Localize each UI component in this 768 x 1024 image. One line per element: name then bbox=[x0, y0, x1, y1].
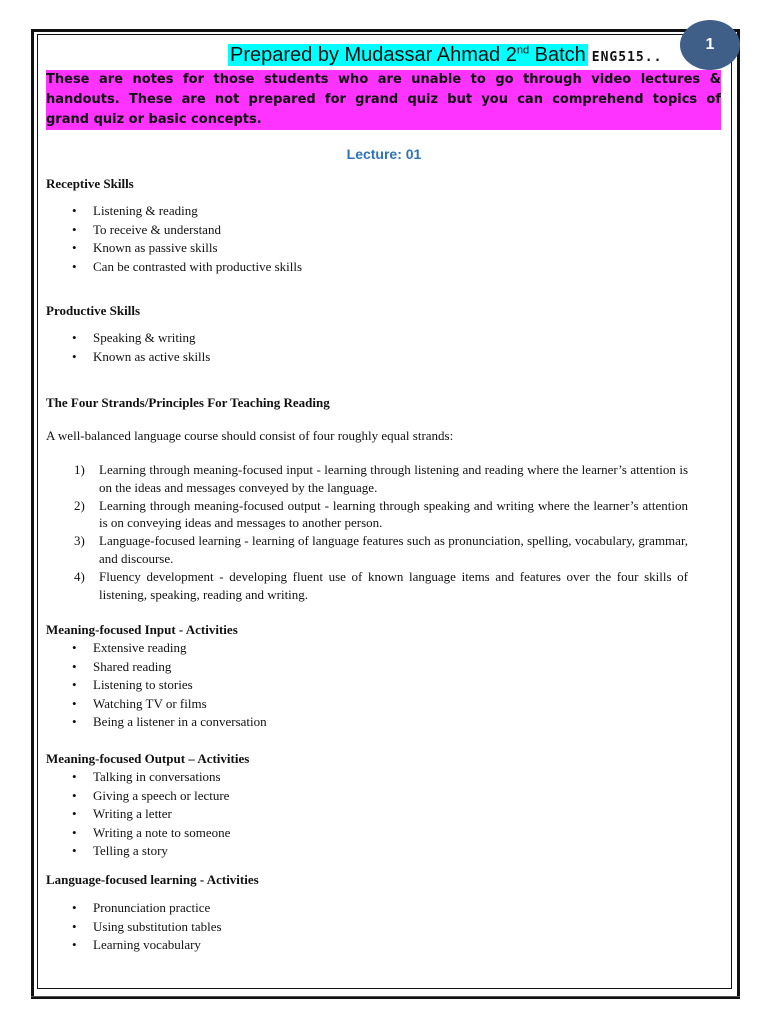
list-item: • Writing a letter bbox=[46, 805, 230, 824]
language-activities-heading: Language-focused learning - Activities bbox=[46, 872, 259, 887]
item-text: Learning through meaning-focused output - learning through speaking and writing where the learner’s attention is on conveying ideas and messages to another person. bbox=[99, 497, 688, 531]
list-item: • Giving a speech or lecture bbox=[46, 787, 230, 806]
item-number: 1) bbox=[74, 462, 85, 477]
notice-line: handouts. These are not prepared for grand quiz but you can comprehend topics of bbox=[46, 92, 721, 107]
list-item: • Using substitution tables bbox=[46, 918, 222, 937]
list-item: • Known as passive skills bbox=[46, 239, 302, 258]
receptive-skills-list bbox=[46, 202, 302, 276]
list-item: • Telling a story bbox=[46, 842, 230, 861]
item-number: 4) bbox=[74, 569, 85, 585]
input-activities-list bbox=[46, 639, 267, 732]
list-item: • To receive & understand bbox=[46, 221, 302, 240]
page-number-badge: 1 bbox=[680, 20, 740, 70]
list-item: • Being a listener in a conversation bbox=[46, 713, 267, 732]
list-item: • Listening to stories bbox=[46, 676, 267, 695]
notice-line: These are notes for those students who are unable to go through video lectures & bbox=[46, 72, 721, 87]
page-header bbox=[228, 44, 708, 67]
item-number: 3) bbox=[74, 533, 85, 549]
language-activities-list bbox=[46, 899, 222, 955]
list-item bbox=[46, 461, 688, 496]
productive-skills-heading: Productive Skills bbox=[46, 303, 141, 318]
list-item: • Shared reading bbox=[46, 658, 267, 677]
list-item: • Listening & reading bbox=[46, 202, 302, 221]
notice-banner bbox=[46, 70, 721, 130]
list-item: • Can be contrasted with productive skills bbox=[46, 258, 302, 277]
output-activities-heading: Meaning-focused Output – Activities bbox=[46, 751, 250, 766]
item-text: Learning through meaning-focused input - learning through listening and reading where the learner’s attention is on the ideas and messages conveyed by the language. bbox=[99, 462, 688, 495]
output-activities-list bbox=[46, 768, 230, 861]
four-strands-list bbox=[46, 461, 688, 604]
four-strands-heading: The Four Strands/Principles For Teaching Reading bbox=[46, 395, 330, 410]
notice-line: grand quiz or basic concepts. bbox=[46, 112, 262, 127]
header-title-main: Prepared by Mudassar Ahmad 2 bbox=[230, 44, 517, 66]
lecture-title: Lecture: 01 bbox=[346, 146, 422, 162]
list-item: • Talking in conversations bbox=[46, 768, 230, 787]
list-item: • Known as active skills bbox=[46, 348, 210, 367]
list-item bbox=[46, 568, 688, 603]
list-item bbox=[46, 532, 688, 567]
list-item: • Watching TV or films bbox=[46, 695, 267, 714]
list-item: • Speaking & writing bbox=[46, 329, 210, 348]
item-text: Fluency development - developing fluent use of known language items and features over the four skills of listening, speaking, reading and writing. bbox=[99, 569, 688, 602]
bottom-rule bbox=[31, 996, 740, 997]
header-title-tail: Batch bbox=[529, 44, 586, 66]
course-code: ENG515.. bbox=[591, 50, 663, 65]
list-item: • Pronunciation practice bbox=[46, 899, 222, 918]
header-title-sup: nd bbox=[516, 44, 530, 57]
header-title bbox=[228, 44, 588, 66]
list-item: • Extensive reading bbox=[46, 639, 267, 658]
receptive-skills-heading: Receptive Skills bbox=[46, 176, 134, 191]
item-text: Language-focused learning - learning of language features such as pronunciation, spelling, vocabulary, grammar, and discourse. bbox=[99, 533, 688, 566]
list-item: • Writing a note to someone bbox=[46, 824, 230, 843]
list-item bbox=[46, 497, 688, 532]
input-activities-heading: Meaning-focused Input - Activities bbox=[46, 622, 238, 637]
productive-skills-list bbox=[46, 329, 210, 366]
four-strands-intro: A well-balanced language course should consist of four roughly equal strands: bbox=[46, 428, 454, 443]
item-number: 2) bbox=[74, 497, 85, 513]
list-item: • Learning vocabulary bbox=[46, 936, 222, 955]
